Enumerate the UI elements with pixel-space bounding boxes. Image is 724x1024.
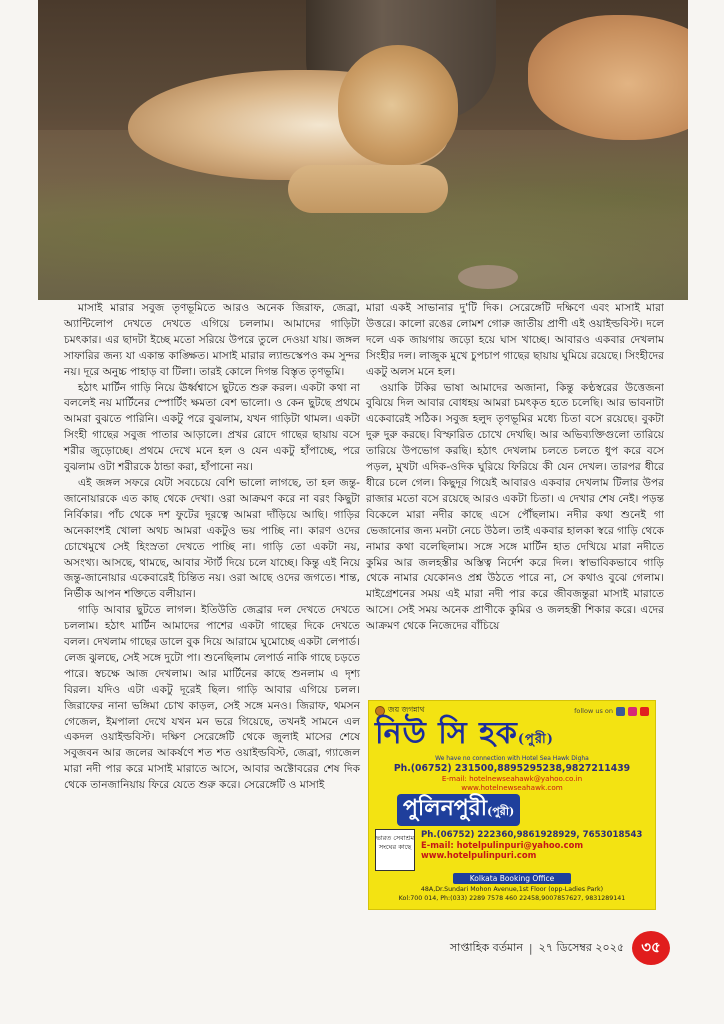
ad-stamp: ভারত সেবাশ্রম সংঘের কাছে: [375, 829, 415, 871]
article-column-right: [366, 301, 664, 699]
hotel1-disclaimer: We have no connection with Hotel Sea Hawk Digha: [435, 755, 589, 762]
article-paragraph: হঠাৎ মার্টিন গাড়ি নিয়ে ঊর্ধ্বশ্বাসে ছুটতে শুরু করল। একটা কথা না বললেই নয় মার্টিনের স্পোর্টিং ক্ষমতা বেশ ভালো। ও কেন ছুটছে প্রথমে আমরা বুঝতে পারিনি। একটু পরে বুঝলাম, যখন গাড়িটা থামল। একটা সিংহী গাছের সবুজ পাতার আড়ালে। প্রখর রোদে গাছের ছায়ায় বসে শরীর জুড়োচ্ছে। প্রথমে দেখে মনে হল ও যেন একটু হাঁপাচ্ছে, পরে বুঝলাম ওটা শরীরকে ঠান্ডা করা, হাঁপানো নয়।: [64, 381, 360, 474]
hotel-pulin-puri: পুলিনপুরী(পুরী): [397, 794, 520, 826]
article-paragraph: গাড়ি আবার ছুটতে লাগল। ইতিউতি জেব্রার দল দেখতে দেখতে চললাম। হঠাৎ মার্টিন আমাদের পাশের একটা গাছের দিকে দেখতে বলল। দেখলাম গাছের ডালে বুক দিয়ে আরামে ঘুমোচ্ছে একটা লেপার্ড। লেজ ঝুলছে, সেই সঙ্গে দুটো পা। শুনেছিলাম লেপার্ড নাকি গাছে চড়তে পারে। স্বচক্ষে আজ দেখলাম। আর মার্টিনের কাছে শুনলাম এ দৃশ্য বিরল। যদিও এটা একটু দূরেই ছিল। গাড়ি আবার এগিয়ে চলল। জিরাফের নানা ভঙ্গিমা চোখ কাড়ল, সেই সঙ্গে মনও। জিরাফ, থমসন গেজেল, ইমপালা দেখে যখন মন ভরে গিয়েছে, তখনই সামনে এল একদল ওয়াইল্ডবিস্ট। দক্ষিণ সেরেঙ্গেটি থেকে জুলাই মাসের শেষে সবুজবন আর জলের আকর্ষণে শত শত ওয়াইল্ডবিস্ট, জেব্রা, গ্যাজেল মারা নদী পার করে মাসাই মারাতে আসে, আবার অক্টোবরের শেষ দিক থেকে তানজানিয়ায় ফিরে যেতে শুরু করে। সেরেঙ্গেটি ও মাসাই: [64, 604, 360, 792]
ad-brand: জয় জগন্নাথ: [375, 705, 424, 717]
hotel1-email[interactable]: E-mail: hotelnewseahawk@yahoo.co.in: [441, 774, 583, 783]
hotel2-email[interactable]: E-mail: hotelpulinpuri@yahoo.com: [421, 840, 584, 850]
hotel2-website[interactable]: www.hotelpulinpuri.com: [421, 850, 537, 860]
hotel1-website[interactable]: www.hotelnewseahawk.com: [461, 783, 563, 792]
page-number: ৩৫: [632, 931, 670, 965]
article-paragraph: এই জঙ্গল সফরে যেটা সবচেয়ে বেশি ভালো লাগছে, তা হল জন্তু-জানোয়ারকে এত কাছ থেকে দেখা। ওরা আক্রমণ করে না বরং কিছুটা নির্বিকার। পাঁচ থেকে দশ ফুটের দূরত্বে আমরা দাঁড়িয়ে আছি। গাড়ির অনেকাংশই খোলা অথচ আমরা একটুও ভয় পাচ্ছি না। কারণ ওদের চোখেমুখে সেই হিংস্রতা দেখতে পাচ্ছি না। গাড়ি তো একটা নয়, অসংখ্য। আসছে, থামছে, আবার স্টার্ট দিয়ে চলে যাচ্ছে। কিন্তু এই নিয়ে জন্তু-জানোয়ার একেবারেই চিন্তিত নয়। ওরা আছে ওদের জগতে। শান্ত, নির্ভীক আপন শক্তিতে বলীয়ান।: [64, 476, 360, 601]
magazine-name: সাপ্তাহিক বর্তমান: [449, 940, 523, 954]
article-column-left: [64, 301, 360, 794]
facebook-icon[interactable]: [616, 707, 625, 716]
stone: [458, 265, 518, 289]
hotel1-phone: Ph.(06752) 231500,8895295238,9827211439: [393, 763, 631, 774]
jagannath-seal-icon: [375, 706, 385, 716]
lioness-photo: [38, 0, 688, 300]
booking-office-label: Kolkata Booking Office: [453, 873, 571, 884]
instagram-icon[interactable]: [628, 707, 637, 716]
issue-date: ২৭ ডিসেম্বর ২০২৫: [538, 940, 624, 954]
social-links: follow us on: [574, 707, 649, 716]
footer-separator: |: [528, 941, 533, 955]
youtube-icon[interactable]: [640, 707, 649, 716]
article-paragraph: মারা একই সাভানার দু'টি দিক। সেরেঙ্গেটি দক্ষিণে এবং মাসাই মারা উত্তরে। কালো রঙের লোমশ গোরু জাতীয় প্রাণী এই ওয়াইল্ডবিস্ট। দলে দলে এক জায়গায় জড়ো হয়ে ঘাস খাচ্ছে। আবারও একবার দেখলাম সিংহীর দল। লাজুক মুখে চুপচাপ গাছের ছায়ায় ঘুমিয়ে রয়েছে। সিংহীদের একটু অলস মনে হল।: [366, 302, 664, 378]
article-paragraph: ওয়াকি টকির ভাষা আমাদের অজানা, কিন্তু কণ্ঠস্বরের উত্তেজনা বুঝিয়ে দিল আবার বোধহয় আমরা চমৎকৃত হতে চলেছি। আর ভাবনাটা একেবারেই সঠিক। সবুজ হলুদ তৃণভূমির মধ্যে চিতা বসে রয়েছে। বুকটা দুরু দুরু করছে। বিস্ফারিত চোখে দেখছি। আর অভিব্যক্তিগুলো তারিয়ে তারিয়ে উপভোগ করছি। হঠাৎ দেখলাম চলতে চলতে ধুপ করে বসে পড়ল, মুখটা এদিক-ওদিক ঘুরিয়ে ফিরিয়ে কী যেন দেখল। তারপর ধীরে ধীরে চলে গেল। কিছুদূর গিয়েই আবারও একবার দেখলাম টিলার উপর রাজার মতো বসে রয়েছে আরও একটা চিতা। এ দেখার শেষ নেই। পড়ন্ত বিকেলে মারা নদীর কাছে এসে পৌঁছলাম। নদীর কথা শুনেই গা ভেজানোর জন্য মনটা নেচে উঠল। তাই একবার হালকা স্বরে গাড়ি থেকে নামার কথা বলেছিলাম। সঙ্গে সঙ্গে মার্টিন হাত দেখিয়ে মারা নদীতে কুমির আর জলহস্তীর অস্তিত্ব নির্দেশ করে দিল। স্বাভাবিকভাবে গাড়ি থেকে নামার যেকোনও প্রশ্ন উঠতে পারে না, সে কথাও বুঝে গেলাম। মাইগ্রেশনের সময় এই মারা নদী পার করে জীবজন্তুরা মাসাই মারাতে আসে। সেই সময় অনেক প্রাণীকে কুমির ও জলহস্তী শিকার করে। এদের আক্রমণ থেকে নিজেদের বাঁচিয়ে: [366, 381, 664, 633]
booking-address: 48A,Dr.Sundari Mohon Avenue,1st Floor (opp-Ladies Park) Kol:700 014, Ph:(033) 2289 7578 460 22458,9007857627, 9831289141: [398, 886, 626, 902]
hotel-advertisement: [368, 700, 656, 910]
resting-lioness-paws: [288, 165, 448, 213]
sleeping-lioness: [528, 15, 688, 140]
article-paragraph: মাসাই মারার সবুজ তৃণভূমিতে আরও অনেক জিরাফ, জেব্রা, অ্যান্টিলোপ দেখতে দেখতে এগিয়ে চললাম। আমাদের গাড়িটা চমৎকার। এর ছাদটা ইচ্ছে মতো সরিয়ে উপরে তুলে দেওয়া যায়। জঙ্গল সাফারির জন্য যা একান্ত কাঙ্ক্ষিত। মাসাই মারার ল্যান্ডস্কেপও কম সুন্দর নয়। দূরে অনুচ্চ পাহাড় বা টিলা। তারই কোলে দিগন্ত বিস্তৃত তৃণভূমি।: [64, 302, 360, 378]
resting-lioness-head: [338, 45, 458, 165]
page-footer: [440, 928, 670, 968]
hotel-new-sea-hawk: নিউ সি হক(পুরী): [375, 716, 554, 751]
hotel2-phone: Ph.(06752) 222360,9861928929, 7653018543: [421, 830, 643, 840]
